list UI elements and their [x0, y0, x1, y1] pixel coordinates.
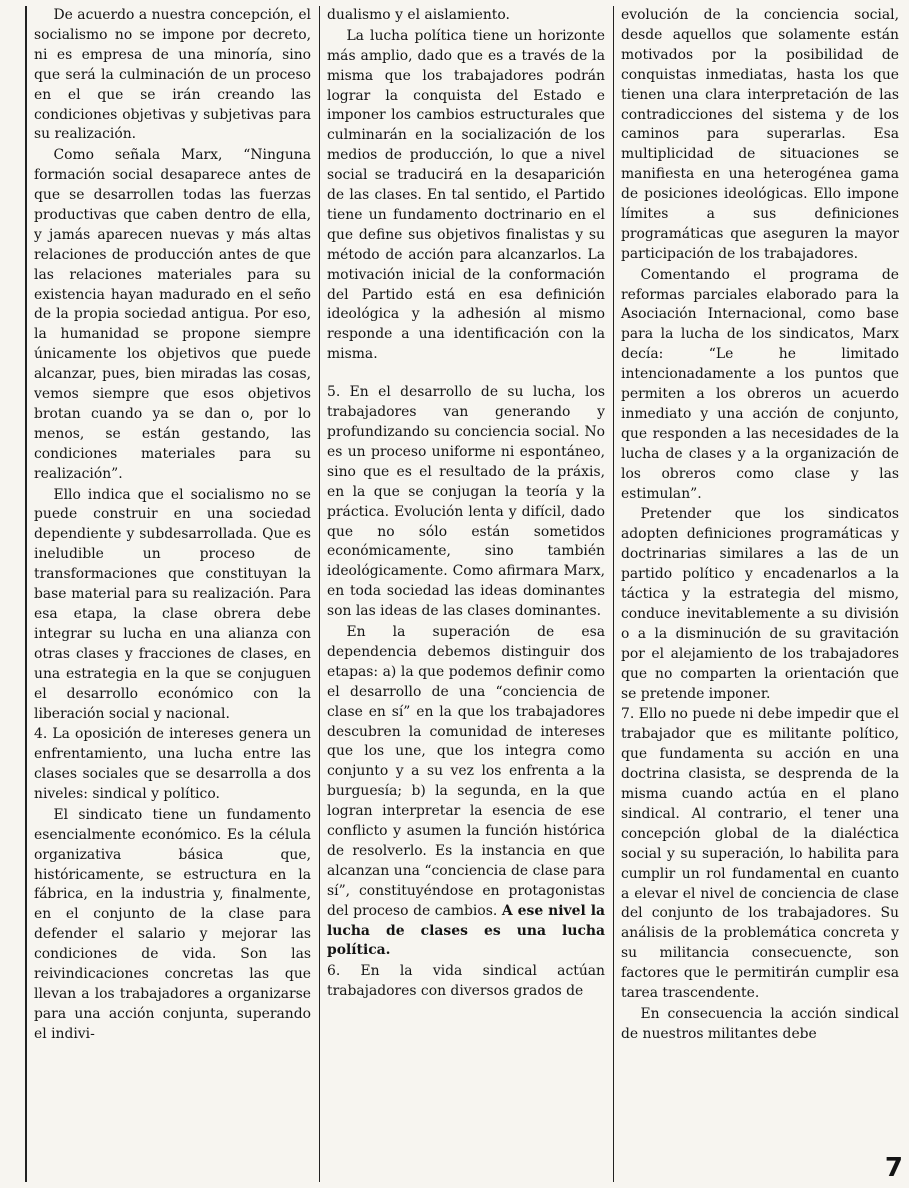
paragraph: 7. Ello no puede ni debe impedir que el trabajador que es militante político, que fundamenta su acción en una doctrina clasista, se desprenda de la misma cuando actúa en el plano sindical. Al contrario, el tener una concepción global de la dialéctica social y su superación, lo habilita para cumplir un rol fundamental en cuanto a elevar el nivel de conciencia de clase del conjunto de los trabajadores. Su análisis de la problemática concreta y su militancia consecuencte, son factores que le permitirán cumplir esa tarea trascendente. — [621, 706, 899, 1002]
bold-sentence: A ese nivel la lucha de clases es una lucha política. — [327, 902, 605, 959]
paragraph: 6. En la vida sindical actúan trabajadores con diversos grados de — [327, 963, 605, 1000]
paragraph: Ello indica que el socialismo no se puede construir en una sociedad dependiente y subdesarrollada. Que es ineludible un proceso de transformaciones que constituyan la base material para su realización. Para esa etapa, la clase obrera debe integrar su lucha en una alianza con otras clases y fracciones de clases, en una estrategia en la que se conjuguen el desarrollo económico con la liberación social y nacional. — [34, 486, 311, 722]
paragraph: Comentando el programa de reformas parciales elaborado para la Asociación Internacional, como base para la lucha de los sindicatos, Marx decía: “Le he limitado intencionadamente a los puntos que permiten a los obreros un acuerdo inmediato y una acción de conjunto, que responden a las necesidades de la lucha de clases y a la organización de los obreros como clase y las estimulan”. — [621, 266, 899, 502]
paragraph: dualismo y el aislamiento. — [327, 7, 510, 23]
paragraph: En consecuencia la acción sindical de nuestros militantes debe — [621, 1005, 899, 1042]
paragraph-text: En la superación de esa dependencia debemos distinguir dos etapas: a) la que podemos definir como el desarrollo de una “conciencia de clase en sí” en la que los trabajadores descubren la comunidad de intereses que los une, que los integra como conjunto y a su vez los enfrenta a la burguesía; b) la segunda, en la que logran interpretar la esencia de ese conflicto y asumen la función histórica de resolverlo. Es la instancia en que alcanzan una “conciencia de clase para sí”, constituyéndose en protagonistas del proceso de cambios. — [327, 623, 605, 919]
text-column-1 — [25, 6, 311, 1182]
paragraph: Pretender que los sindicatos adopten definiciones programáticas y doctrinarias similares a las de un partido político y encadenarlos a la táctica y la estrategia del mismo, conduce inevitablemente a su división o a la disminución de su gravitación por el alejamiento de los trabajadores que no comparten la orientación que se pretende imponer. — [621, 506, 899, 702]
paragraph: El sindicato tiene un fundamento esencialmente económico. Es la célula organizativa básica que, históricamente, se estructura en la fábrica, en la industria y, finalmente, en el conjunto de la clase para defender el salario y mejorar las condiciones de vida. Son las reivindicaciones concretas las que llevan a los trabajadores a organizarse para una acción conjunta, superando el indivi- — [34, 806, 311, 1042]
paragraph: 5. En el desarrollo de su lucha, los trabajadores van generando y profundizando su conciencia social. No es un proceso uniforme ni espontáneo, sino que es el resultado de la práxis, en la que se conjugan la teoría y la práctica. Evolución lenta y difícil, dado que no sólo están sometidos económicamente, sino también ideológicamente. Como afirmara Marx, en toda sociedad las ideas dominantes son las ideas de las clases dominantes. — [327, 384, 605, 620]
page-number: 7 — [884, 1153, 903, 1183]
paragraph: La lucha política tiene un horizonte más amplio, dado que es a través de la misma que los trabajadores podrán lograr la conquista del Estado e imponer los cambios estructurales que culminarán en la socialización de los medios de producción, lo que a nivel social se traducirá en la desaparición de las clases. En tal sentido, el Partido tiene un fundamento doctrinario en el que define sus objetivos finalistas y su método de acción para alcanzarlos. La motivación inicial de la conformación del Partido está en esa definición ideológica y la adhesión al mismo responde a una identificación con la misma. — [327, 27, 605, 363]
paragraph: evolución de la conciencia social, desde aquellos que solamente están motivados por la posibilidad de conquistas inmediatas, hasta los que tienen una clara interpretación de las contradicciones del sistema y de los caminos para superarlas. Esa multiplicidad de situaciones se manifiesta en una heterogénea gama de posiciones ideológicas. Ello impone límites a sus definiciones programáticas que aseguren la mayor participación de los trabajadores. — [621, 7, 899, 262]
text-column-2 — [319, 6, 605, 1182]
paragraph: Como señala Marx, “Ninguna formación social desaparece antes de que se desarrollen todas las fuerzas productivas que caben dentro de ella, y jamás aparecen nuevas y más altas relaciones de producción antes de que las relaciones materiales para su existencia hayan madurado en el seño de la propia sociedad antigua. Por eso, la humanidad se propone siempre únicamente los objetivos que puede alcanzar, pues, bien miradas las cosas, vemos siempre que esos objetivos brotan cuando ya se dan o, por lo menos, se están gestando, las condiciones materiales para su realización”. — [34, 147, 311, 482]
text-column-3 — [613, 6, 899, 1182]
article-page — [25, 6, 901, 1182]
paragraph: 4. La oposición de intereses genera un enfrentamiento, una lucha entre las clases sociales que se desarrolla a dos niveles: sindical y político. — [34, 726, 311, 803]
paragraph: De acuerdo a nuestra concepción, el socialismo no se impone por decreto, ni es empresa de una minoría, sino que será la culminación de un proceso en el que se irán creando las condiciones objetivas y subjetivas para su realización. — [34, 7, 311, 143]
paragraph — [327, 623, 605, 961]
